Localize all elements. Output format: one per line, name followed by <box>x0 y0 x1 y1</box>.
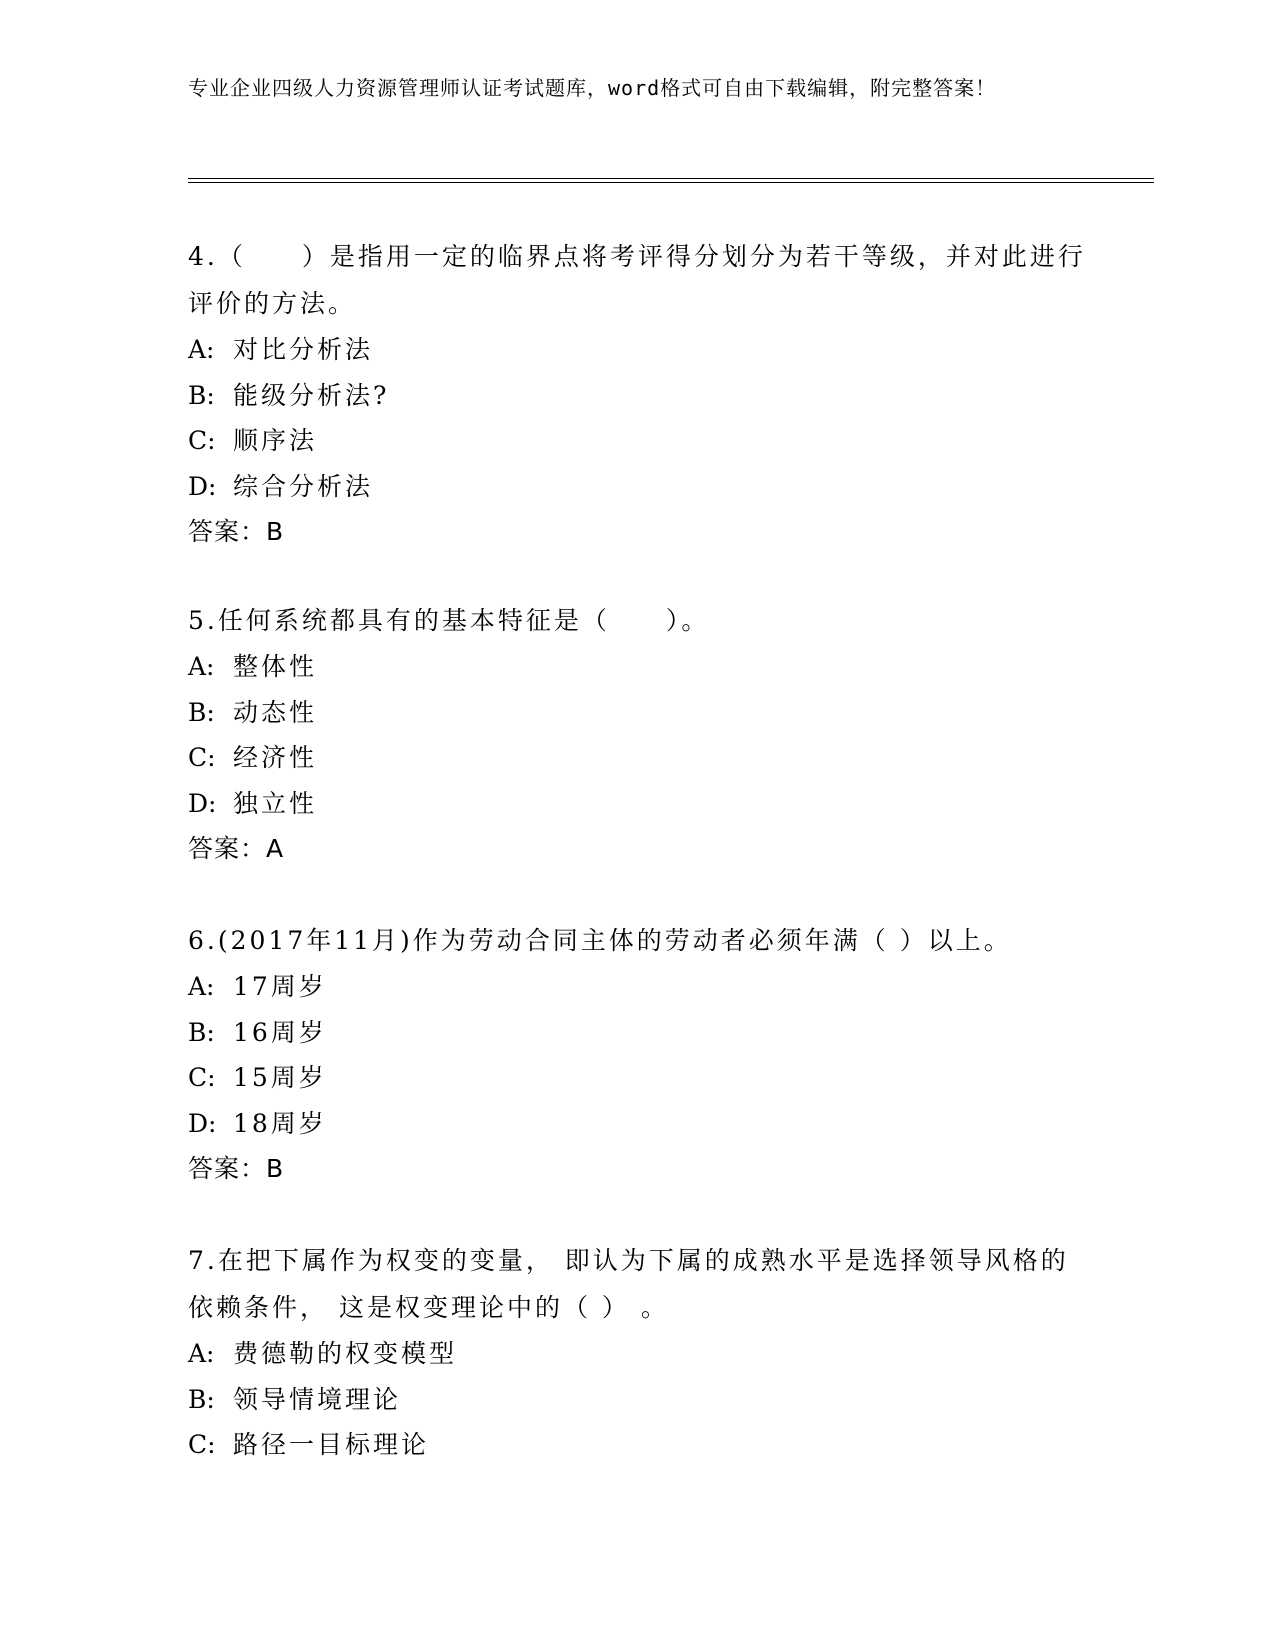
option-a <box>188 964 1088 1010</box>
option-text: 对比分析法 <box>233 335 374 364</box>
option-b <box>188 1377 1088 1423</box>
option-letter: B: <box>188 380 215 410</box>
question-stem: 5.任何系统都具有的基本特征是（ ）。 <box>188 606 710 635</box>
header-divider-bottom <box>188 182 1154 183</box>
option-b <box>188 1010 1088 1056</box>
question-stem: 4.（ ）是指用一定的临界点将考评得分划分为若干等级，并对此进行评价的方法。 <box>188 242 1086 318</box>
option-text: 15周岁 <box>233 1063 327 1092</box>
answer: 答案：B <box>188 1154 285 1183</box>
option-b <box>188 373 1088 419</box>
question-stem: 7.在把下属作为权变的变量， 即认为下属的成熟水平是选择领导风格的依赖条件， 这是权变理论中的（ ） 。 <box>188 1246 1069 1322</box>
option-c <box>188 1422 1088 1468</box>
option-text: 路径一目标理论 <box>233 1430 430 1459</box>
option-letter: B: <box>188 1384 215 1414</box>
option-letter: A: <box>188 972 215 1001</box>
option-a <box>188 327 1088 373</box>
option-text: 能级分析法? <box>233 380 390 410</box>
option-text: 独立性 <box>233 788 318 818</box>
option-a <box>188 1331 1088 1377</box>
option-c <box>188 735 1088 781</box>
option-text: 16周岁 <box>233 1017 327 1047</box>
question-stem: 6.(2017年11月)作为劳动合同主体的劳动者必须年满（ ）以上。 <box>188 926 1012 955</box>
option-d <box>188 781 1088 827</box>
option-letter: C: <box>188 426 216 455</box>
header-divider-top <box>188 178 1154 179</box>
option-letter: A: <box>188 652 215 681</box>
option-d <box>188 464 1088 510</box>
option-c <box>188 1055 1088 1101</box>
document-header: 专业企业四级人力资源管理师认证考试题库，word格式可自由下载编辑，附完整答案！ <box>188 76 997 100</box>
option-text: 顺序法 <box>233 426 318 455</box>
option-text: 18周岁 <box>233 1108 327 1138</box>
option-text: 整体性 <box>233 652 318 681</box>
option-letter: D: <box>188 471 217 501</box>
option-text: 17周岁 <box>233 972 327 1001</box>
answer: 答案：A <box>188 834 285 863</box>
option-letter: C: <box>188 1430 216 1459</box>
option-text: 综合分析法 <box>233 471 374 501</box>
question-4 <box>188 233 1088 555</box>
option-letter: C: <box>188 743 216 772</box>
option-text: 动态性 <box>233 697 318 727</box>
option-text: 经济性 <box>233 743 318 772</box>
question-6 <box>188 917 1088 1192</box>
question-5 <box>188 597 1088 872</box>
option-b <box>188 690 1088 736</box>
option-letter: D: <box>188 1108 217 1138</box>
option-a <box>188 644 1088 690</box>
option-letter: A: <box>188 1339 215 1368</box>
answer: 答案：B <box>188 517 285 546</box>
option-letter: D: <box>188 788 217 818</box>
option-text: 费德勒的权变模型 <box>233 1339 458 1368</box>
option-text: 领导情境理论 <box>233 1384 402 1414</box>
option-d <box>188 1101 1088 1147</box>
option-c <box>188 418 1088 464</box>
question-7 <box>188 1237 1088 1468</box>
option-letter: A: <box>188 335 215 364</box>
option-letter: C: <box>188 1063 216 1092</box>
option-letter: B: <box>188 697 215 727</box>
option-letter: B: <box>188 1017 215 1047</box>
